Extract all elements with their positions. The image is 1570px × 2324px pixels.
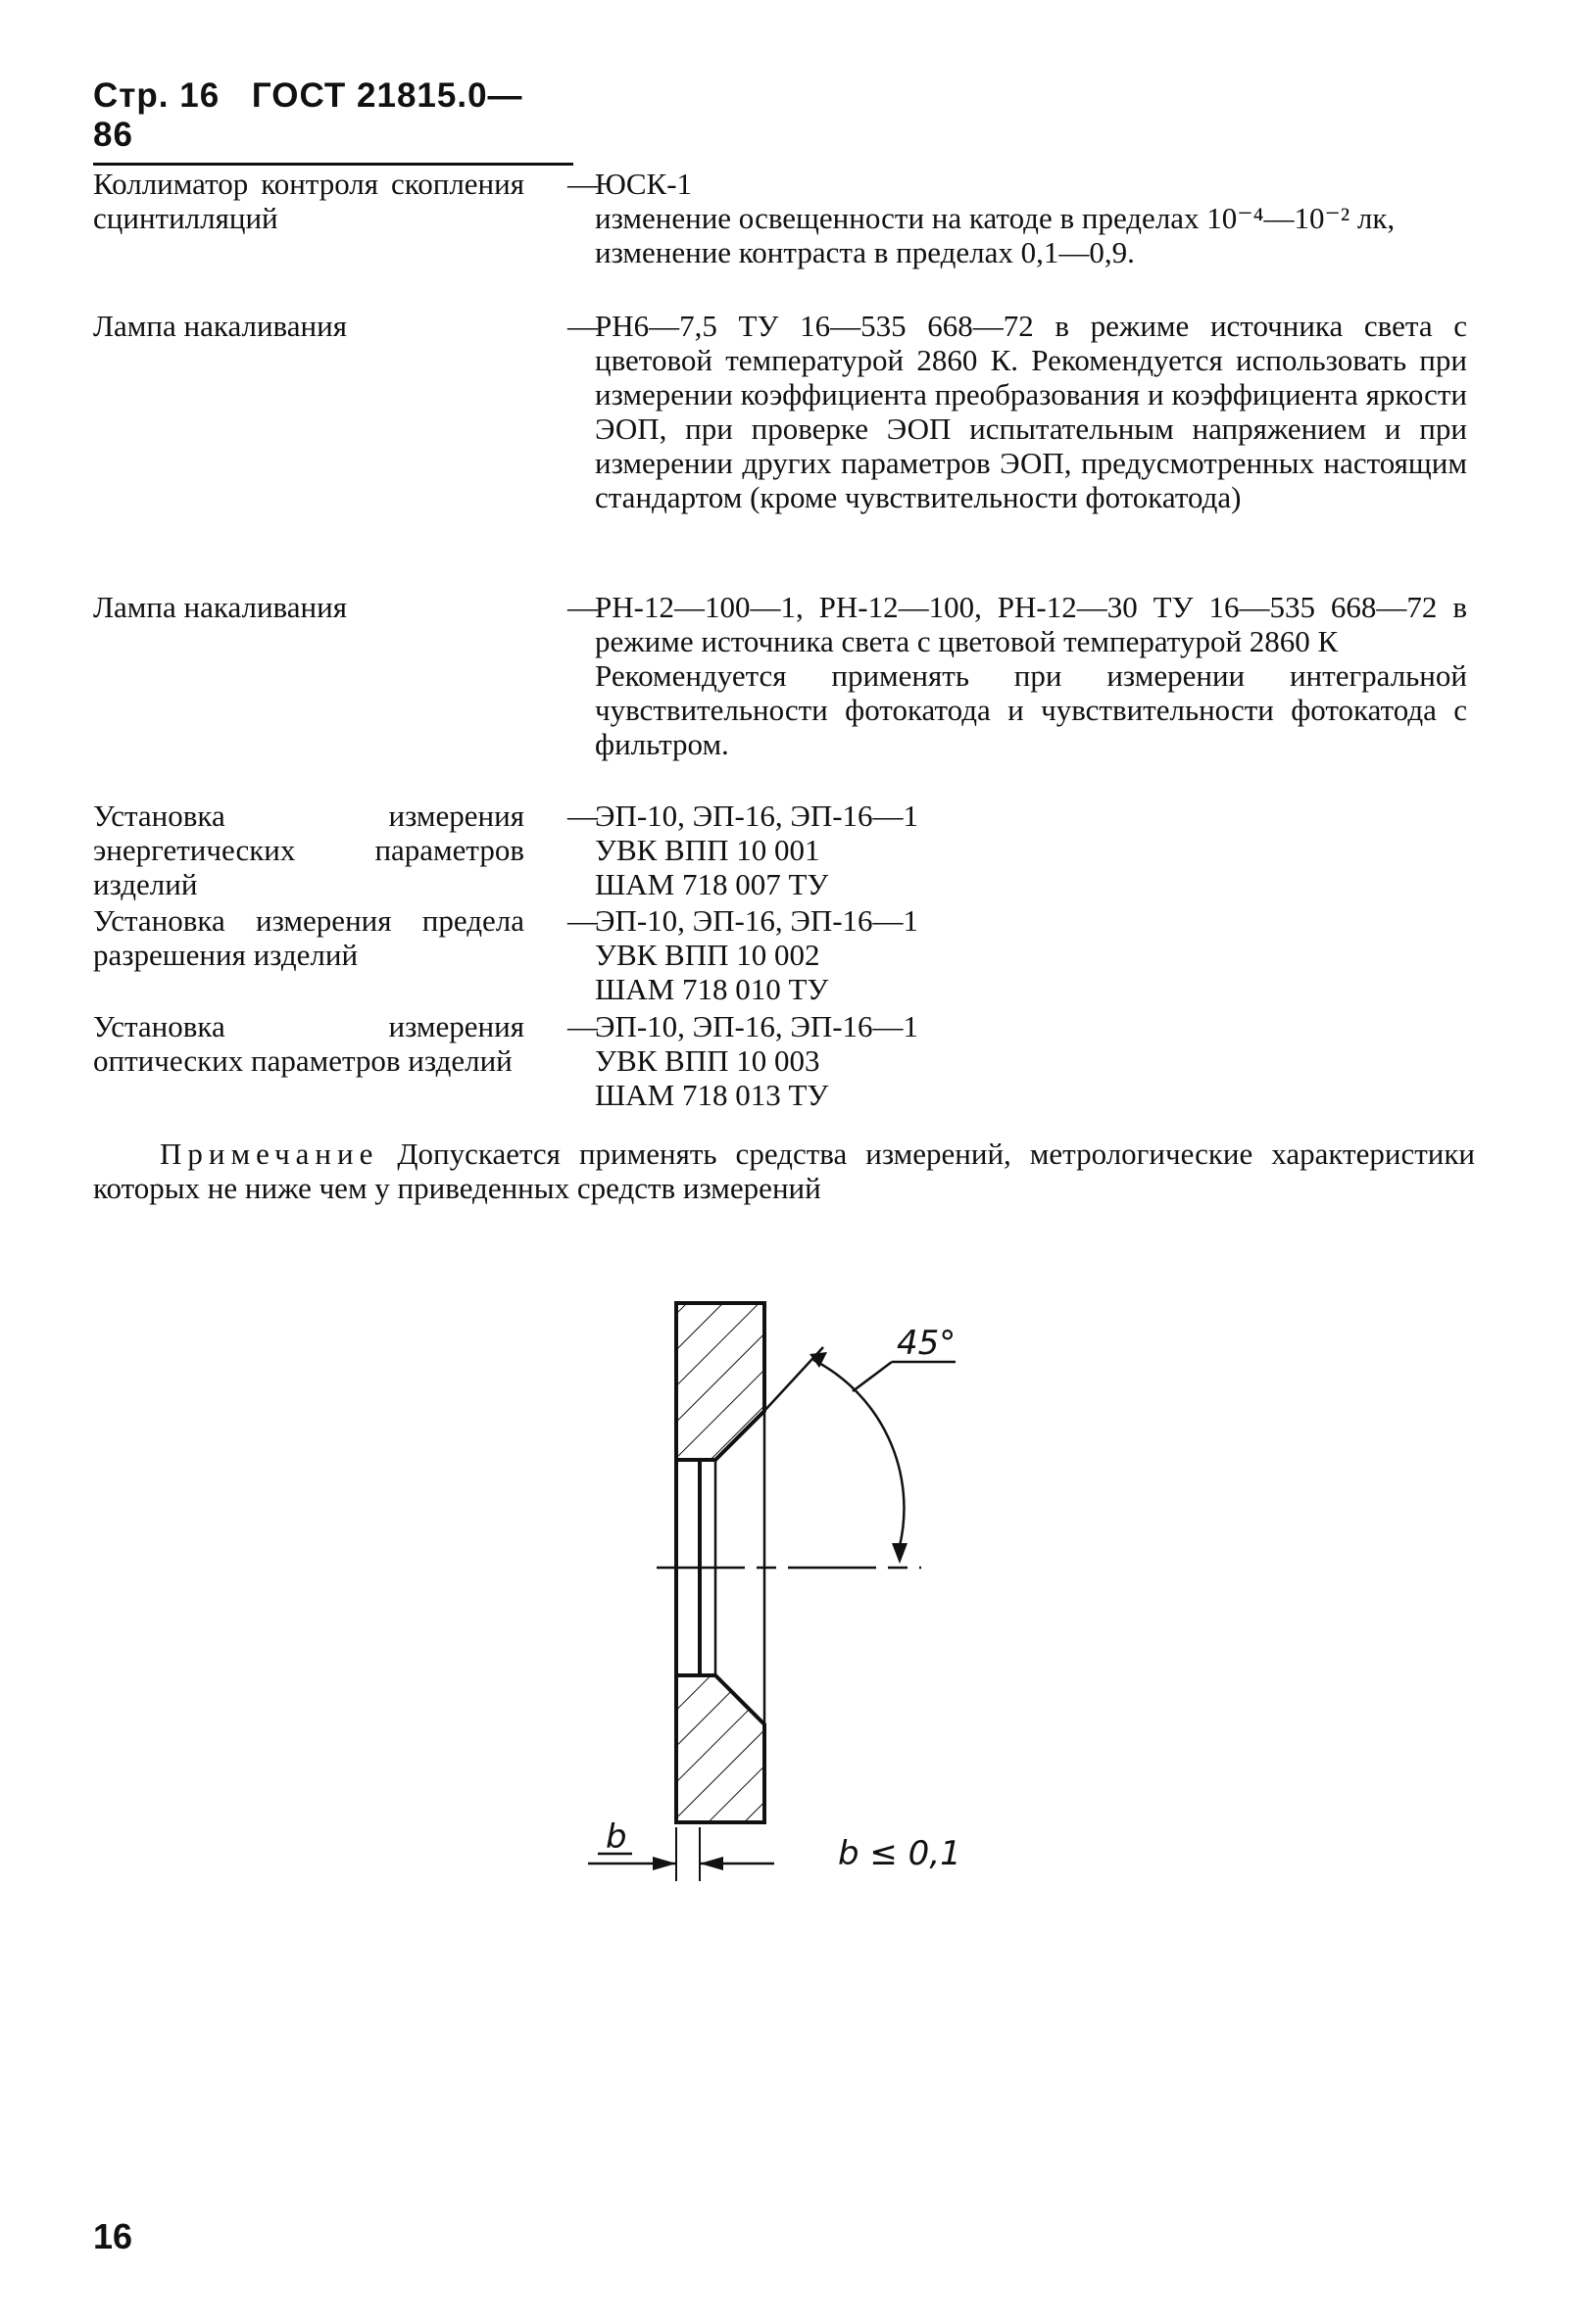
equipment-desc <box>595 1009 1467 1112</box>
equipment-desc <box>595 309 1467 514</box>
equipment-term: Лампа накаливания <box>93 309 347 343</box>
page-header <box>93 76 573 166</box>
note-label: Примечание <box>160 1137 379 1171</box>
desc-line: ЭП-10, ЭП-16, ЭП-16—1 <box>595 1009 919 1043</box>
desc-line: Рекомендуется применять при измерении интегральной чувствительности фотокатода и чувствительности фотокатода с фильтром. <box>595 658 1467 761</box>
desc-line: УВК ВПП 10 003 <box>595 1043 820 1078</box>
equipment-term: Установка измерения оптических параметров изделий <box>93 1009 524 1078</box>
desc-line: РН-12—100—1, РН-12—100, РН-12—30 ТУ 16—535 668—72 в режиме источника света с цветовой температурой 2860 К <box>595 590 1467 658</box>
dash: — <box>567 903 598 938</box>
equipment-desc <box>595 799 1467 901</box>
desc-line: РН6—7,5 ТУ 16—535 668—72 в режиме источника света с цветовой температурой 2860 К. Рекомендуется использовать при измерении коэффициента преобразования и коэффициента яркости ЭОП, при проверке ЭОП испытательным напряжением и при измерении других параметров ЭОП, предусмотренных настоящим стандартом (кроме чувствительности фотокатода) <box>595 309 1467 514</box>
desc-line: ЮСК-1 <box>595 167 693 201</box>
desc-line: ЭП-10, ЭП-16, ЭП-16—1 <box>595 903 919 938</box>
equipment-desc <box>595 167 1467 269</box>
desc-line: ШАМ 718 013 ТУ <box>595 1078 829 1112</box>
equipment-desc <box>595 903 1467 1006</box>
dash: — <box>567 590 598 624</box>
standard-number: ГОСТ 21815.0—86 <box>93 76 523 154</box>
desc-line: изменение контраста в пределах 0,1—0,9. <box>595 235 1135 269</box>
desc-line: ШАМ 718 010 ТУ <box>595 972 829 1006</box>
page-label: Стр. 16 <box>93 76 221 115</box>
equipment-desc <box>595 590 1467 761</box>
desc-line: УВК ВПП 10 002 <box>595 938 820 972</box>
upper-section <box>676 1303 764 1460</box>
dash: — <box>567 167 598 201</box>
desc-line: УВК ВПП 10 001 <box>595 833 820 867</box>
lower-section <box>676 1675 764 1822</box>
desc-line: изменение освещенности на катоде в пределах 10⁻⁴—10⁻² лк, <box>595 201 1396 235</box>
desc-line: ШАМ 718 007 ТУ <box>595 867 829 901</box>
equipment-term: Коллиматор контроля скопления сцинтилляций <box>93 167 524 235</box>
page-number: 16 <box>93 2216 133 2256</box>
condition-label: b ≤ 0,1 <box>838 1834 961 1873</box>
angle-label: 45° <box>897 1324 957 1363</box>
note-text: Допускается применять средства измерений, метрологические характеристики которых не ниже чем у приведенных средств измерений <box>93 1137 1475 1205</box>
dash: — <box>567 799 598 833</box>
technical-drawing <box>588 1293 1039 1901</box>
equipment-term: Установка измерения предела разрешения изделий <box>93 903 524 972</box>
dim-b-label: b <box>606 1817 627 1857</box>
dash: — <box>567 309 598 343</box>
desc-line: ЭП-10, ЭП-16, ЭП-16—1 <box>595 799 919 833</box>
dash: — <box>567 1009 598 1043</box>
equipment-term: Установка измерения энергетических параметров изделий <box>93 799 524 901</box>
equipment-term: Лампа накаливания <box>93 590 347 624</box>
note-paragraph <box>93 1137 1475 1205</box>
